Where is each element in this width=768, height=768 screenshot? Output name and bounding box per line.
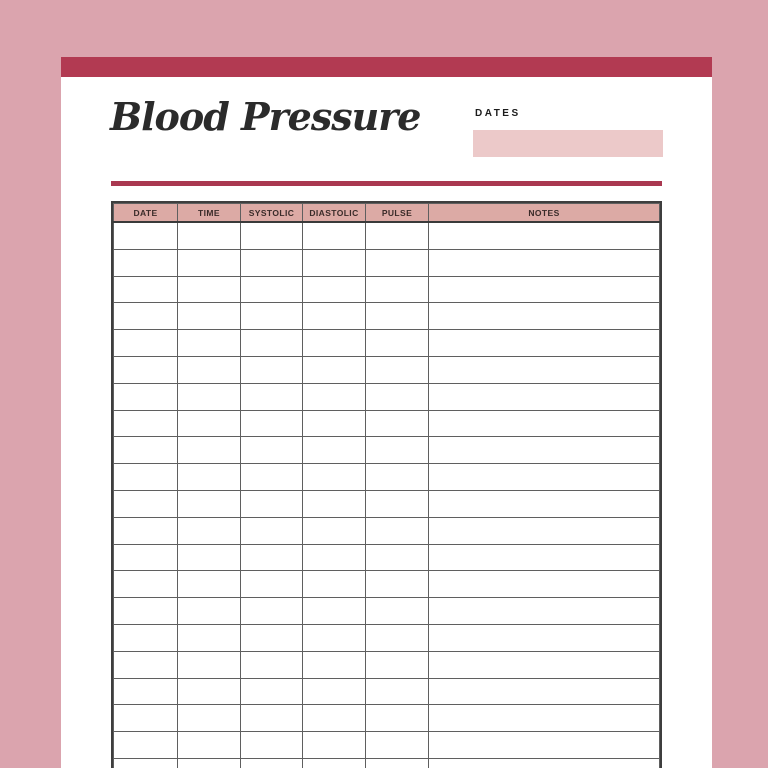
table-row — [114, 571, 660, 598]
table-cell-empty — [303, 544, 366, 571]
table-cell-empty — [241, 517, 303, 544]
table-cell-empty — [114, 437, 178, 464]
table-row — [114, 303, 660, 330]
table-cell-empty — [178, 732, 241, 759]
table-cell-empty — [241, 222, 303, 249]
table-cell-empty — [303, 437, 366, 464]
table-cell-empty — [241, 464, 303, 491]
table-cell-empty — [114, 490, 178, 517]
table-cell-empty — [429, 517, 660, 544]
table-cell-empty — [241, 410, 303, 437]
table-row — [114, 249, 660, 276]
table-cell-empty — [429, 490, 660, 517]
table-header-row — [114, 204, 660, 223]
table-cell-empty — [366, 383, 429, 410]
table-cell-empty — [366, 303, 429, 330]
table-cell-empty — [303, 517, 366, 544]
table-cell-empty — [366, 249, 429, 276]
table-cell-empty — [366, 651, 429, 678]
table-cell-empty — [429, 276, 660, 303]
table-cell-empty — [303, 571, 366, 598]
table-cell-empty — [178, 410, 241, 437]
table-row — [114, 410, 660, 437]
table-cell-empty — [241, 383, 303, 410]
table-cell-empty — [114, 571, 178, 598]
table-cell-empty — [366, 624, 429, 651]
bp-log-table — [111, 201, 662, 768]
table-cell-empty — [241, 732, 303, 759]
table-cell-empty — [429, 571, 660, 598]
table-cell-empty — [241, 249, 303, 276]
table — [113, 203, 660, 768]
table-cell-empty — [303, 383, 366, 410]
table-cell-empty — [429, 222, 660, 249]
table-cell-empty — [366, 276, 429, 303]
table-cell-empty — [114, 517, 178, 544]
table-cell-empty — [178, 705, 241, 732]
table-row — [114, 758, 660, 768]
table-cell-empty — [241, 276, 303, 303]
table-row — [114, 356, 660, 383]
table-cell-empty — [241, 598, 303, 625]
table-cell-empty — [303, 624, 366, 651]
table-cell-empty — [366, 437, 429, 464]
table-cell-empty — [241, 330, 303, 357]
table-row — [114, 732, 660, 759]
table-row — [114, 517, 660, 544]
table-cell-empty — [178, 598, 241, 625]
table-cell-empty — [178, 249, 241, 276]
table-row — [114, 705, 660, 732]
table-cell-empty — [429, 356, 660, 383]
divider-line — [111, 181, 662, 186]
table-cell-empty — [241, 678, 303, 705]
table-cell-empty — [114, 330, 178, 357]
table-cell-empty — [241, 624, 303, 651]
table-cell-empty — [366, 464, 429, 491]
table-cell-empty — [178, 651, 241, 678]
table-cell-empty — [429, 464, 660, 491]
table-cell-empty — [429, 544, 660, 571]
table-cell-empty — [114, 651, 178, 678]
table-cell-empty — [178, 624, 241, 651]
table-cell-empty — [178, 222, 241, 249]
table-cell-empty — [241, 544, 303, 571]
table-cell-empty — [178, 437, 241, 464]
table-cell-empty — [241, 571, 303, 598]
table-cell-empty — [366, 330, 429, 357]
dates-label: DATES — [475, 108, 521, 119]
table-cell-empty — [114, 249, 178, 276]
table-cell-empty — [429, 758, 660, 768]
table-cell-empty — [366, 598, 429, 625]
table-row — [114, 383, 660, 410]
table-cell-empty — [178, 758, 241, 768]
table-cell-empty — [114, 732, 178, 759]
table-row — [114, 464, 660, 491]
table-cell-empty — [366, 758, 429, 768]
table-cell-empty — [114, 624, 178, 651]
table-cell-empty — [303, 410, 366, 437]
table-cell-empty — [241, 437, 303, 464]
planner-page — [61, 57, 712, 768]
col-header-pulse: PULSE — [366, 204, 429, 223]
table-cell-empty — [366, 517, 429, 544]
table-cell-empty — [241, 651, 303, 678]
table-cell-empty — [114, 598, 178, 625]
table-cell-empty — [114, 410, 178, 437]
table-cell-empty — [114, 464, 178, 491]
table-cell-empty — [178, 571, 241, 598]
table-cell-empty — [303, 222, 366, 249]
table-cell-empty — [429, 410, 660, 437]
table-cell-empty — [366, 705, 429, 732]
table-row — [114, 651, 660, 678]
table-cell-empty — [178, 303, 241, 330]
table-cell-empty — [429, 437, 660, 464]
table-cell-empty — [178, 383, 241, 410]
table-cell-empty — [366, 410, 429, 437]
table-cell-empty — [114, 544, 178, 571]
table-cell-empty — [429, 330, 660, 357]
table-cell-empty — [303, 758, 366, 768]
table-cell-empty — [429, 732, 660, 759]
table-cell-empty — [178, 356, 241, 383]
table-row — [114, 222, 660, 249]
page-title: Blood Pressure — [110, 94, 421, 139]
table-cell-empty — [303, 330, 366, 357]
col-header-systolic: SYSTOLIC — [241, 204, 303, 223]
table-cell-empty — [303, 705, 366, 732]
col-header-notes: NOTES — [429, 204, 660, 223]
table-cell-empty — [114, 705, 178, 732]
table-cell-empty — [303, 598, 366, 625]
table-cell-empty — [178, 678, 241, 705]
table-cell-empty — [303, 464, 366, 491]
col-header-time: TIME — [178, 204, 241, 223]
table-cell-empty — [366, 490, 429, 517]
table-row — [114, 624, 660, 651]
table-cell-empty — [303, 276, 366, 303]
col-header-date: DATE — [114, 204, 178, 223]
table-cell-empty — [303, 678, 366, 705]
table-cell-empty — [366, 222, 429, 249]
table-cell-empty — [303, 249, 366, 276]
table-cell-empty — [429, 624, 660, 651]
table-cell-empty — [241, 490, 303, 517]
table-cell-empty — [241, 705, 303, 732]
table-cell-empty — [114, 303, 178, 330]
table-cell-empty — [366, 678, 429, 705]
table-cell-empty — [114, 758, 178, 768]
table-cell-empty — [178, 517, 241, 544]
table-cell-empty — [241, 758, 303, 768]
table-cell-empty — [178, 464, 241, 491]
table-cell-empty — [366, 356, 429, 383]
table-cell-empty — [429, 651, 660, 678]
table-cell-empty — [366, 571, 429, 598]
table-row — [114, 678, 660, 705]
table-cell-empty — [429, 303, 660, 330]
top-accent-bar — [61, 57, 712, 77]
table-cell-empty — [241, 303, 303, 330]
table-cell-empty — [178, 276, 241, 303]
table-cell-empty — [429, 678, 660, 705]
col-header-diastolic: DIASTOLIC — [303, 204, 366, 223]
table-cell-empty — [114, 222, 178, 249]
table-cell-empty — [178, 544, 241, 571]
table-cell-empty — [303, 356, 366, 383]
table-cell-empty — [429, 249, 660, 276]
table-cell-empty — [178, 330, 241, 357]
table-cell-empty — [366, 544, 429, 571]
table-cell-empty — [429, 705, 660, 732]
table-cell-empty — [114, 356, 178, 383]
table-body — [114, 222, 660, 768]
table-row — [114, 544, 660, 571]
table-cell-empty — [303, 651, 366, 678]
table-row — [114, 437, 660, 464]
table-cell-empty — [429, 383, 660, 410]
table-cell-empty — [114, 678, 178, 705]
table-row — [114, 276, 660, 303]
table-cell-empty — [303, 303, 366, 330]
table-cell-empty — [303, 732, 366, 759]
table-row — [114, 490, 660, 517]
table-cell-empty — [114, 383, 178, 410]
table-row — [114, 598, 660, 625]
table-cell-empty — [241, 356, 303, 383]
table-cell-empty — [429, 598, 660, 625]
table-cell-empty — [366, 732, 429, 759]
table-cell-empty — [114, 276, 178, 303]
table-cell-empty — [303, 490, 366, 517]
table-row — [114, 330, 660, 357]
dates-fill-in-box — [473, 130, 663, 157]
table-cell-empty — [178, 490, 241, 517]
